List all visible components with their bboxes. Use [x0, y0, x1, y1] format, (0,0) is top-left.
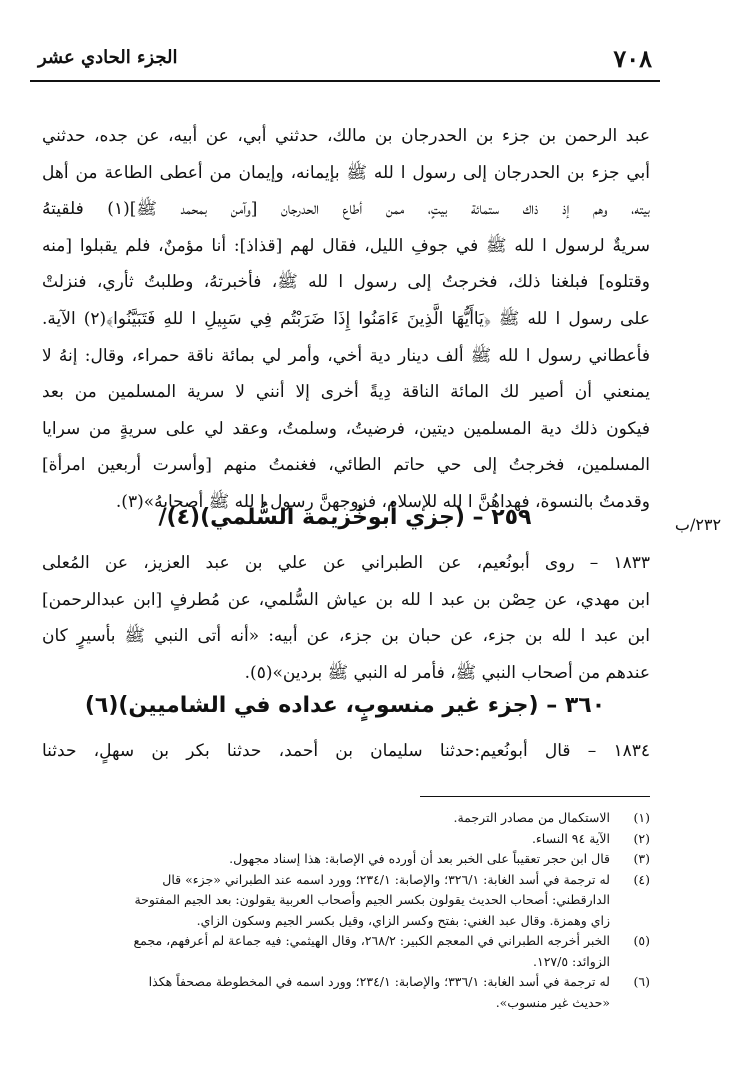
header-divider	[30, 80, 660, 82]
section-260-text	[42, 733, 650, 769]
footnote	[42, 849, 650, 870]
text-line: ابن مهدي، عن حِصْن بن عبد ا لله بن عياش السُّلمي، عن مُطرفٍ [ابن عبدالرحمن]	[42, 589, 650, 610]
footnote-text	[42, 849, 610, 870]
section-heading-259: ٢٥٩ – (جزي أبوخُزيمة السُّلمي)(٤)/	[158, 505, 532, 530]
footnote	[42, 808, 650, 829]
footnote	[42, 829, 650, 850]
footnotes	[42, 808, 650, 1013]
footnote-line: «حديث غير منسوب».	[495, 994, 610, 1010]
footnote-line: الزوائد: ١٢٧/٥.	[533, 953, 610, 969]
footnote-line: الاستكمال من مصادر الترجمة.	[453, 810, 610, 825]
text-line: على رسول ا لله ﷺ ﴿يَاأَيُّهَا الَّذِينَ ءَامَنُوا إِذَا ضَرَبْتُم فِي سَبِيلِ ا للهِ فَتَبَيَّنُوا﴾(٢) الآية.	[42, 308, 650, 329]
page-number: ٧٠٨	[613, 44, 652, 73]
text-line: ١٨٣٣ – روى أبونُعيم، عن الطبراني عن علي بن عبد العزيز، عن المُعلى	[42, 553, 650, 573]
text-line: ابن عبد ا لله بن جزء، عن حبان بن جزء، عن أبيه: «أنه أتى النبي ﷺ بأسيرٍ كان	[42, 626, 650, 647]
text-line: وقدمتُ بالنسوة، فهداهُنَّ ا لله للإسلام، فزوجهنَّ رسول ا لله ﷺ أصحابهُ»(٣).	[115, 491, 650, 512]
footnote-number: (٢)	[633, 830, 650, 846]
text-line: فيكون ذلك دية المسلمين ديتين، فرضيتُ، وسلمتُ، وعقد لي على سريةٍ من سرايا	[42, 418, 650, 439]
footnote-line: الخبر أخرجه الطبراني في المعجم الكبير: ٢٦٨/٢، وقال الهيثمي: فيه جماعة لم أعرفهم، مجمع	[133, 933, 610, 948]
running-head-part-title: الجزء الحادي عشر	[38, 47, 178, 68]
text-line: عبد الرحمن بن جزء بن الحدرجان بن مالك، حدثني أبي، عن أبيه، عن جده، حدثني	[42, 126, 650, 146]
footnote-line: الدارقطني: أصحاب الحديث يقولون بكسر الجيم وأصحاب العربية يقولون: بعد الجيم المفتوحة	[134, 892, 610, 907]
footnote-line: له ترجمة في أسد الغابة: ٣٣٦/١؛ والإصابة: ٢٣٤/١؛ وورد اسمه في المخطوطة مصحفاً هكذا	[148, 974, 610, 989]
footnote-text	[42, 972, 610, 1013]
footnote-text	[42, 931, 610, 972]
section-heading-260: ٣٦٠ – (جزء غير منسوبٍ، عداده في الشاميين)(٦)	[84, 693, 606, 718]
footnote-text	[42, 829, 610, 850]
text-line: المسلمين، فخرجتُ إلى حي حاتم الطائي، فغنمتُ منهم [وأسرت أربعين امرأة]	[42, 455, 650, 476]
footnote-number: (١)	[633, 810, 650, 825]
footnote-line: قال ابن حجر تعقيباً على الخبر بعد أن أورده في الإصابة: هذا إسناد مجهول.	[229, 851, 610, 866]
text-line: فأعطاني رسول ا لله ﷺ ألف دينار دية أخي، وأمر لي بمائة ناقة حمراء، وقال: إنهُ لا	[42, 345, 650, 366]
footnote-number: (٣)	[633, 851, 650, 866]
text-line: بيته، وهم إذ ذاك ستمائة بيتٍ، ممن أطاع الحدرجان [وآمن بمحمد ﷺ](١) فلقيتهُ	[42, 199, 650, 220]
text-line: يمنعني أن أصير لك المائة الناقة دِيةً أخرى إلا أنني لا سرية المسلمين من بعد	[42, 382, 650, 403]
footnote-line: زاي وهمزة. وقال عبد الغني: بفتح وكسر الزاي، وقيل بكسر الجيم وسكون الزاي.	[196, 912, 610, 928]
footnote-number: (٤)	[633, 871, 650, 887]
footnote-text	[42, 808, 610, 829]
footnote-line: له ترجمة في أسد الغابة: ٣٢٦/١؛ والإصابة: ٢٣٤/١؛ وورد اسمه عند الطبراني «جزء» قال	[162, 871, 610, 887]
manuscript-folio-marker: ٢٣٢/ب	[674, 515, 722, 534]
section-259-text	[42, 545, 650, 691]
text-line: وقتلوه] فبلغنا ذلك، فخرجتُ إلى رسول ا لله ﷺ، فأخبرتهُ، وطلبتُ ثأري، فنزلتْ	[42, 272, 650, 293]
footnote-number: (٥)	[633, 933, 650, 948]
footnote	[42, 972, 650, 1013]
text-line: سريةٌ لرسول ا لله ﷺ في جوفِ الليل، فقال لهم [قذاذ]: أنا مؤمنٌ، فلم يقبلوا [منه	[42, 235, 650, 256]
footnote	[42, 931, 650, 972]
page-header	[30, 38, 660, 74]
text-line: أبي جزء بن الحدرجان إلى رسول ا لله ﷺ بإيمانه، وإيمان من أعطى الطاعة من أهل	[42, 162, 650, 183]
footnote-line: الآية ٩٤ النساء.	[531, 830, 610, 846]
main-text-block	[42, 118, 650, 521]
text-line: عندهم من أصحاب النبي ﷺ، فأمر له النبي ﷺ بردين»(٥).	[244, 662, 650, 683]
footnote-divider	[420, 796, 650, 797]
footnote-number: (٦)	[633, 974, 650, 989]
footnote-text	[42, 870, 610, 932]
footnote	[42, 870, 650, 932]
text-line: ١٨٣٤ – قال أبونُعيم:حدثنا سليمان بن أحمد، حدثنا بكر بن سهلٍ، حدثنا	[42, 741, 650, 761]
